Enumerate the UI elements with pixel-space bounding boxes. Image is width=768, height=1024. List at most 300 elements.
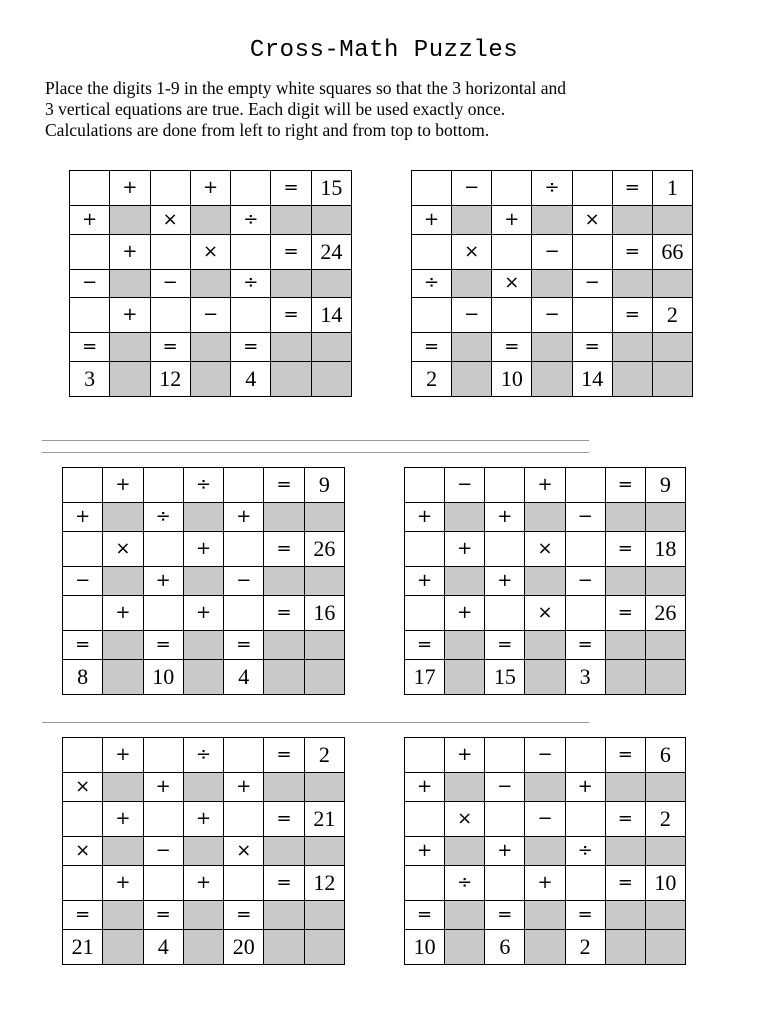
grid-row xyxy=(405,659,686,694)
result-cell: 16 xyxy=(304,595,344,630)
operator-cell: + xyxy=(183,531,223,566)
result-cell: 4 xyxy=(231,362,271,397)
grid-row xyxy=(405,865,686,900)
shaded-cell xyxy=(110,269,150,298)
answer-cell[interactable] xyxy=(565,865,605,900)
grid-row xyxy=(70,205,352,234)
operator-cell: − xyxy=(572,269,612,298)
grid-row xyxy=(70,362,352,397)
answer-cell[interactable] xyxy=(492,234,532,269)
operator-cell: × xyxy=(445,801,485,836)
operator-cell: + xyxy=(445,531,485,566)
grid-row xyxy=(63,468,345,503)
shaded-cell xyxy=(183,837,223,866)
result-cell: 15 xyxy=(485,659,525,694)
result-cell: 18 xyxy=(645,531,685,566)
shaded-cell xyxy=(183,900,223,929)
answer-cell[interactable] xyxy=(224,531,264,566)
shaded-cell xyxy=(304,773,344,802)
grid-row xyxy=(70,234,352,269)
answer-cell[interactable] xyxy=(405,801,445,836)
answer-cell[interactable] xyxy=(565,738,605,773)
operator-cell: + xyxy=(110,171,150,206)
answer-cell[interactable] xyxy=(485,801,525,836)
operator-cell: + xyxy=(103,801,143,836)
shaded-cell xyxy=(652,205,692,234)
grid-row xyxy=(63,837,345,866)
operator-cell: = xyxy=(612,234,652,269)
operator-cell: = xyxy=(224,900,264,929)
operator-cell: + xyxy=(143,567,183,596)
operator-cell: + xyxy=(445,595,485,630)
grid-row xyxy=(63,659,345,694)
shaded-cell xyxy=(645,929,685,964)
operator-cell: = xyxy=(485,630,525,659)
operator-cell: = xyxy=(264,801,304,836)
shaded-cell xyxy=(110,205,150,234)
operator-cell: ÷ xyxy=(565,837,605,866)
operator-cell: × xyxy=(63,773,103,802)
shaded-cell xyxy=(110,362,150,397)
answer-cell[interactable] xyxy=(405,865,445,900)
answer-cell[interactable] xyxy=(150,171,190,206)
answer-cell[interactable] xyxy=(492,298,532,333)
operator-cell: = xyxy=(264,531,304,566)
operator-cell: ÷ xyxy=(412,269,452,298)
result-cell: 9 xyxy=(645,468,685,503)
result-cell: 17 xyxy=(405,659,445,694)
operator-cell: − xyxy=(485,773,525,802)
answer-cell[interactable] xyxy=(143,595,183,630)
grid-row xyxy=(405,567,686,596)
shaded-cell xyxy=(445,929,485,964)
shaded-cell xyxy=(532,333,572,362)
grid-row xyxy=(412,234,693,269)
operator-cell: × xyxy=(190,234,230,269)
operator-cell: + xyxy=(103,595,143,630)
answer-cell[interactable] xyxy=(63,531,103,566)
result-cell: 4 xyxy=(224,659,264,694)
shaded-cell xyxy=(532,205,572,234)
operator-cell: = xyxy=(231,333,271,362)
operator-cell: + xyxy=(224,503,264,532)
shaded-cell xyxy=(190,333,230,362)
answer-cell[interactable] xyxy=(143,738,183,773)
operator-cell: + xyxy=(63,503,103,532)
shaded-cell xyxy=(645,630,685,659)
grid-row xyxy=(412,205,693,234)
shaded-cell xyxy=(103,837,143,866)
shaded-cell xyxy=(525,567,565,596)
result-cell: 10 xyxy=(645,865,685,900)
answer-cell[interactable] xyxy=(143,468,183,503)
answer-cell[interactable] xyxy=(572,234,612,269)
shaded-cell xyxy=(103,567,143,596)
answer-cell[interactable] xyxy=(70,171,110,206)
shaded-cell xyxy=(532,269,572,298)
answer-cell[interactable] xyxy=(231,234,271,269)
operator-cell: = xyxy=(143,900,183,929)
operator-cell: × xyxy=(572,205,612,234)
grid-row xyxy=(412,362,693,397)
instructions xyxy=(45,78,745,141)
operator-cell: = xyxy=(485,900,525,929)
page-title: Cross-Math Puzzles xyxy=(249,37,519,64)
operator-cell: + xyxy=(405,567,445,596)
operator-cell: = xyxy=(264,595,304,630)
grid-row xyxy=(405,595,686,630)
shaded-cell xyxy=(103,503,143,532)
answer-cell[interactable] xyxy=(231,298,271,333)
shaded-cell xyxy=(605,567,645,596)
puzzle-grid-4 xyxy=(404,467,686,695)
operator-cell: + xyxy=(492,205,532,234)
grid-row xyxy=(405,503,686,532)
shaded-cell xyxy=(304,503,344,532)
operator-cell: + xyxy=(183,865,223,900)
operator-cell: × xyxy=(452,234,492,269)
shaded-cell xyxy=(445,567,485,596)
grid-row xyxy=(405,630,686,659)
operator-cell: + xyxy=(445,738,485,773)
answer-cell[interactable] xyxy=(572,298,612,333)
operator-cell: × xyxy=(492,269,532,298)
shaded-cell xyxy=(612,362,652,397)
grid-row xyxy=(63,773,345,802)
answer-cell[interactable] xyxy=(485,595,525,630)
answer-cell[interactable] xyxy=(565,801,605,836)
answer-cell[interactable] xyxy=(405,738,445,773)
operator-cell: − xyxy=(143,837,183,866)
shaded-cell xyxy=(103,630,143,659)
result-cell: 8 xyxy=(63,659,103,694)
operator-cell: = xyxy=(612,171,652,206)
operator-cell: ÷ xyxy=(532,171,572,206)
shaded-cell xyxy=(452,362,492,397)
result-cell: 20 xyxy=(224,929,264,964)
divider-line xyxy=(42,722,589,723)
operator-cell: = xyxy=(492,333,532,362)
shaded-cell xyxy=(605,630,645,659)
shaded-cell xyxy=(264,503,304,532)
operator-cell: = xyxy=(605,531,645,566)
grid-row xyxy=(63,567,345,596)
answer-cell[interactable] xyxy=(224,801,264,836)
grid-row xyxy=(405,531,686,566)
shaded-cell xyxy=(103,659,143,694)
shaded-cell xyxy=(183,567,223,596)
answer-cell[interactable] xyxy=(150,234,190,269)
puzzle-grid-1 xyxy=(69,170,352,397)
shaded-cell xyxy=(311,333,351,362)
operator-cell: + xyxy=(405,503,445,532)
puzzle-grid-5 xyxy=(62,737,345,965)
operator-cell: = xyxy=(224,630,264,659)
answer-cell[interactable] xyxy=(565,468,605,503)
operator-cell: + xyxy=(70,205,110,234)
answer-cell[interactable] xyxy=(485,865,525,900)
result-cell: 14 xyxy=(311,298,351,333)
operator-cell: = xyxy=(143,630,183,659)
shaded-cell xyxy=(183,659,223,694)
operator-cell: = xyxy=(605,595,645,630)
operator-cell: + xyxy=(525,468,565,503)
operator-cell: = xyxy=(605,865,645,900)
answer-cell[interactable] xyxy=(572,171,612,206)
answer-cell[interactable] xyxy=(412,171,452,206)
result-cell: 4 xyxy=(143,929,183,964)
shaded-cell xyxy=(264,900,304,929)
operator-cell: = xyxy=(605,801,645,836)
operator-cell: − xyxy=(565,503,605,532)
shaded-cell xyxy=(103,929,143,964)
shaded-cell xyxy=(264,630,304,659)
operator-cell: = xyxy=(405,900,445,929)
operator-cell: − xyxy=(63,567,103,596)
result-cell: 2 xyxy=(304,738,344,773)
shaded-cell xyxy=(304,659,344,694)
operator-cell: ÷ xyxy=(143,503,183,532)
shaded-cell xyxy=(103,900,143,929)
result-cell: 1 xyxy=(652,171,692,206)
operator-cell: − xyxy=(224,567,264,596)
grid-row xyxy=(70,333,352,362)
answer-cell[interactable] xyxy=(565,595,605,630)
answer-cell[interactable] xyxy=(143,531,183,566)
shaded-cell xyxy=(605,900,645,929)
answer-cell[interactable] xyxy=(63,468,103,503)
grid-row xyxy=(63,531,345,566)
operator-cell: − xyxy=(525,801,565,836)
shaded-cell xyxy=(311,205,351,234)
instruction-line: 3 vertical equations are true. Each digit will be used exactly once. xyxy=(45,99,506,119)
result-cell: 2 xyxy=(412,362,452,397)
operator-cell: + xyxy=(405,773,445,802)
operator-cell: + xyxy=(103,468,143,503)
operator-cell: × xyxy=(525,595,565,630)
operator-cell: − xyxy=(452,171,492,206)
shaded-cell xyxy=(190,269,230,298)
answer-cell[interactable] xyxy=(143,801,183,836)
shaded-cell xyxy=(264,567,304,596)
answer-cell[interactable] xyxy=(405,595,445,630)
grid-row xyxy=(63,503,345,532)
result-cell: 10 xyxy=(405,929,445,964)
operator-cell: × xyxy=(103,531,143,566)
operator-cell: = xyxy=(264,865,304,900)
answer-cell[interactable] xyxy=(412,298,452,333)
shaded-cell xyxy=(612,269,652,298)
operator-cell: + xyxy=(103,738,143,773)
shaded-cell xyxy=(525,929,565,964)
grid-row xyxy=(63,630,345,659)
operator-cell: = xyxy=(565,630,605,659)
answer-cell[interactable] xyxy=(150,298,190,333)
answer-cell[interactable] xyxy=(143,865,183,900)
shaded-cell xyxy=(311,362,351,397)
answer-cell[interactable] xyxy=(224,468,264,503)
shaded-cell xyxy=(652,269,692,298)
answer-cell[interactable] xyxy=(412,234,452,269)
grid-row xyxy=(63,738,345,773)
operator-cell: − xyxy=(532,298,572,333)
result-cell: 12 xyxy=(304,865,344,900)
answer-cell[interactable] xyxy=(63,865,103,900)
grid-row xyxy=(405,468,686,503)
result-cell: 26 xyxy=(304,531,344,566)
shaded-cell xyxy=(605,773,645,802)
grid-row xyxy=(412,333,693,362)
operator-cell: = xyxy=(150,333,190,362)
puzzle-grid-3 xyxy=(62,467,345,695)
answer-cell[interactable] xyxy=(485,531,525,566)
shaded-cell xyxy=(525,773,565,802)
operator-cell: + xyxy=(143,773,183,802)
operator-cell: = xyxy=(271,298,311,333)
instruction-line: Calculations are done from left to right and from top to bottom. xyxy=(45,120,490,140)
shaded-cell xyxy=(525,900,565,929)
puzzle-grid-6 xyxy=(404,737,686,965)
operator-cell: − xyxy=(445,468,485,503)
shaded-cell xyxy=(445,630,485,659)
answer-cell[interactable] xyxy=(492,171,532,206)
shaded-cell xyxy=(445,837,485,866)
operator-cell: + xyxy=(190,171,230,206)
grid-row xyxy=(412,171,693,206)
operator-cell: × xyxy=(525,531,565,566)
grid-row xyxy=(412,298,693,333)
answer-cell[interactable] xyxy=(63,738,103,773)
operator-cell: + xyxy=(485,837,525,866)
shaded-cell xyxy=(445,503,485,532)
shaded-cell xyxy=(264,837,304,866)
grid-row xyxy=(63,900,345,929)
grid-row xyxy=(70,269,352,298)
shaded-cell xyxy=(645,659,685,694)
answer-cell[interactable] xyxy=(231,171,271,206)
shaded-cell xyxy=(183,929,223,964)
shaded-cell xyxy=(183,630,223,659)
answer-cell[interactable] xyxy=(70,234,110,269)
operator-cell: + xyxy=(525,865,565,900)
grid-row xyxy=(70,298,352,333)
operator-cell: = xyxy=(605,738,645,773)
shaded-cell xyxy=(525,659,565,694)
divider-line xyxy=(42,440,589,441)
operator-cell: × xyxy=(63,837,103,866)
shaded-cell xyxy=(304,900,344,929)
operator-cell: ÷ xyxy=(183,468,223,503)
shaded-cell xyxy=(452,269,492,298)
shaded-cell xyxy=(645,837,685,866)
shaded-cell xyxy=(271,362,311,397)
shaded-cell xyxy=(445,900,485,929)
operator-cell: = xyxy=(612,298,652,333)
operator-cell: = xyxy=(63,630,103,659)
result-cell: 3 xyxy=(70,362,110,397)
answer-cell[interactable] xyxy=(224,865,264,900)
shaded-cell xyxy=(612,205,652,234)
operator-cell: − xyxy=(150,269,190,298)
shaded-cell xyxy=(110,333,150,362)
result-cell: 21 xyxy=(63,929,103,964)
operator-cell: − xyxy=(525,738,565,773)
grid-row xyxy=(412,269,693,298)
result-cell: 24 xyxy=(311,234,351,269)
operator-cell: = xyxy=(405,630,445,659)
operator-cell: − xyxy=(532,234,572,269)
operator-cell: + xyxy=(224,773,264,802)
divider-line xyxy=(42,452,589,453)
operator-cell: ÷ xyxy=(445,865,485,900)
operator-cell: + xyxy=(110,298,150,333)
operator-cell: = xyxy=(70,333,110,362)
grid-row xyxy=(63,865,345,900)
answer-cell[interactable] xyxy=(70,298,110,333)
answer-cell[interactable] xyxy=(405,468,445,503)
shaded-cell xyxy=(311,269,351,298)
operator-cell: = xyxy=(264,468,304,503)
result-cell: 3 xyxy=(565,659,605,694)
puzzle-grid-2 xyxy=(411,170,693,397)
shaded-cell xyxy=(264,929,304,964)
result-cell: 26 xyxy=(645,595,685,630)
answer-cell[interactable] xyxy=(565,531,605,566)
shaded-cell xyxy=(645,773,685,802)
answer-cell[interactable] xyxy=(485,738,525,773)
shaded-cell xyxy=(190,205,230,234)
shaded-cell xyxy=(452,333,492,362)
operator-cell: + xyxy=(183,595,223,630)
result-cell: 66 xyxy=(652,234,692,269)
operator-cell: + xyxy=(412,205,452,234)
shaded-cell xyxy=(645,900,685,929)
result-cell: 15 xyxy=(311,171,351,206)
shaded-cell xyxy=(645,503,685,532)
operator-cell: − xyxy=(565,567,605,596)
answer-cell[interactable] xyxy=(63,801,103,836)
result-cell: 6 xyxy=(485,929,525,964)
operator-cell: + xyxy=(110,234,150,269)
shaded-cell xyxy=(190,362,230,397)
answer-cell[interactable] xyxy=(224,738,264,773)
operator-cell: = xyxy=(271,171,311,206)
operator-cell: = xyxy=(271,234,311,269)
answer-cell[interactable] xyxy=(224,595,264,630)
operator-cell: × xyxy=(224,837,264,866)
shaded-cell xyxy=(445,659,485,694)
result-cell: 21 xyxy=(304,801,344,836)
shaded-cell xyxy=(605,837,645,866)
answer-cell[interactable] xyxy=(63,595,103,630)
shaded-cell xyxy=(525,630,565,659)
result-cell: 2 xyxy=(652,298,692,333)
shaded-cell xyxy=(452,205,492,234)
shaded-cell xyxy=(645,567,685,596)
answer-cell[interactable] xyxy=(485,468,525,503)
grid-row xyxy=(63,801,345,836)
operator-cell: = xyxy=(412,333,452,362)
answer-cell[interactable] xyxy=(405,531,445,566)
grid-row xyxy=(63,929,345,964)
shaded-cell xyxy=(304,630,344,659)
operator-cell: + xyxy=(485,503,525,532)
operator-cell: + xyxy=(405,837,445,866)
result-cell: 10 xyxy=(143,659,183,694)
shaded-cell xyxy=(271,269,311,298)
shaded-cell xyxy=(525,503,565,532)
operator-cell: − xyxy=(190,298,230,333)
